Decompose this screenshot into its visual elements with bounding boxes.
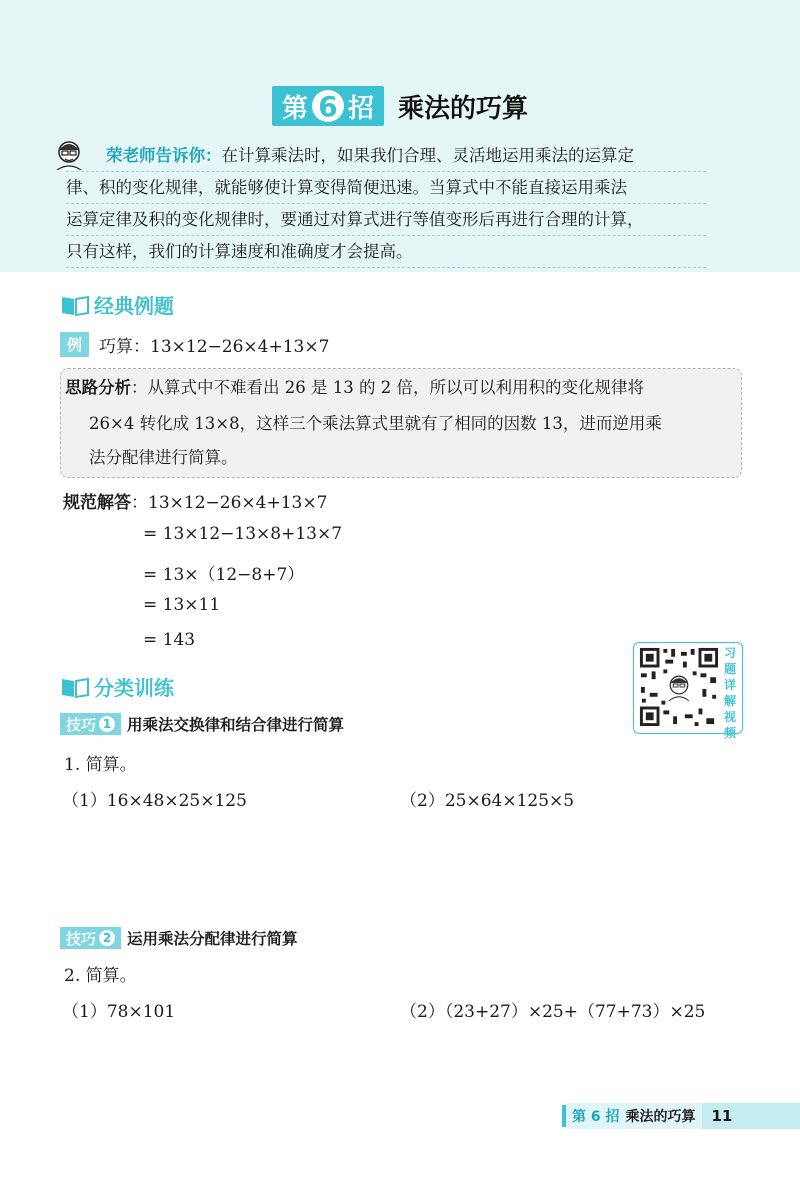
teacher-label: 荣老师告诉你： (106, 146, 222, 165)
solution-step: = 13×（12−8+7） (143, 565, 305, 585)
tip-2 (60, 927, 298, 949)
tip-badge (60, 927, 121, 949)
solution-text: ：13×12−26×4+13×7 (131, 493, 328, 513)
question-title: 2. 简算。 (64, 966, 137, 986)
qr-caption (722, 645, 738, 741)
tip-number: 2 (99, 930, 115, 946)
teacher-text: 在计算乘法时，如果我们合理、灵活地运用乘法的运算定 (221, 146, 634, 165)
analysis-box (60, 368, 742, 478)
footer-title: 乘法的巧算 (625, 1109, 696, 1125)
teacher-line: 律、积的变化规律，就能够使计算变得简便迅速。当算式中不能直接运用乘法 (66, 172, 706, 204)
example-row (60, 332, 329, 357)
teacher-line: 只有这样，我们的计算速度和准确度才会提高。 (66, 236, 706, 268)
footer-label (566, 1103, 702, 1129)
qr-caption-char: 题 (723, 662, 736, 676)
example-badge: 例 (60, 332, 89, 357)
teacher-avatar-icon (52, 138, 86, 170)
teacher-line: 运算定律及积的变化规律时，要通过对算式进行等值变形后再进行合理的计算， (66, 204, 706, 236)
analysis-label: 思路分析 (65, 378, 131, 397)
question-part: （2）（23+27）×25+（77+73）×25 (400, 1002, 706, 1022)
tip-badge-label: 技巧 (66, 929, 97, 948)
section-title: 分类训练 (94, 676, 174, 700)
tip-number: 1 (99, 716, 115, 732)
analysis-line: 法分配律进行简算。 (89, 448, 238, 467)
solution-step: = 13×11 (143, 595, 221, 615)
question-part: （1）16×48×25×125 (62, 791, 247, 811)
chapter-number: 6 (312, 90, 344, 122)
tip-badge (60, 713, 121, 735)
teacher-tip-box (66, 140, 706, 268)
chapter-title: 乘法的巧算 (398, 93, 529, 124)
question-part: （1）78×101 (62, 1002, 176, 1022)
analysis-line: 26×4 转化成 13×8，这样三个乘法算式里就有了相同的因数 13，进而逆用乘 (89, 414, 662, 433)
qr-caption-char: 频 (723, 726, 736, 740)
tip-text: 用乘法交换律和结合律进行简算 (127, 716, 345, 734)
analysis-text: ：从算式中不难看出 26 是 13 的 2 倍，所以可以利用积的变化规律将 (131, 378, 644, 397)
chapter-title-row (0, 86, 800, 126)
tip-text: 运用乘法分配律进行简算 (127, 930, 298, 948)
chapter-badge (272, 86, 384, 126)
tip-badge-label: 技巧 (66, 715, 97, 734)
question-part: （2）25×64×125×5 (400, 791, 575, 811)
solution-line (63, 488, 327, 513)
question-title: 1. 简算。 (64, 755, 137, 775)
example-text: 巧算：13×12−26×4+13×7 (99, 337, 330, 357)
book-icon (60, 676, 90, 698)
chapter-suffix: 招 (347, 93, 374, 124)
section-title: 经典例题 (94, 294, 174, 318)
footer-chapter: 第 6 招 (572, 1109, 620, 1125)
section-classic (60, 290, 174, 319)
page-number: 11 (702, 1103, 800, 1129)
section-training (60, 672, 174, 701)
tip-1 (60, 713, 344, 735)
chapter-prefix: 第 (281, 93, 308, 124)
page-footer (562, 1103, 800, 1129)
book-icon (60, 294, 90, 316)
qr-caption-char: 视 (723, 710, 736, 724)
qr-code-icon (638, 646, 720, 728)
teacher-line (66, 140, 706, 172)
qr-caption-char: 习 (723, 646, 736, 660)
solution-label: 规范解答 (63, 493, 131, 513)
solution-step: = 143 (143, 630, 196, 650)
solution-step: = 13×12−13×8+13×7 (143, 524, 343, 544)
qr-caption-char: 详 (723, 678, 736, 692)
qr-caption-char: 解 (723, 694, 736, 708)
analysis-line (65, 371, 644, 405)
